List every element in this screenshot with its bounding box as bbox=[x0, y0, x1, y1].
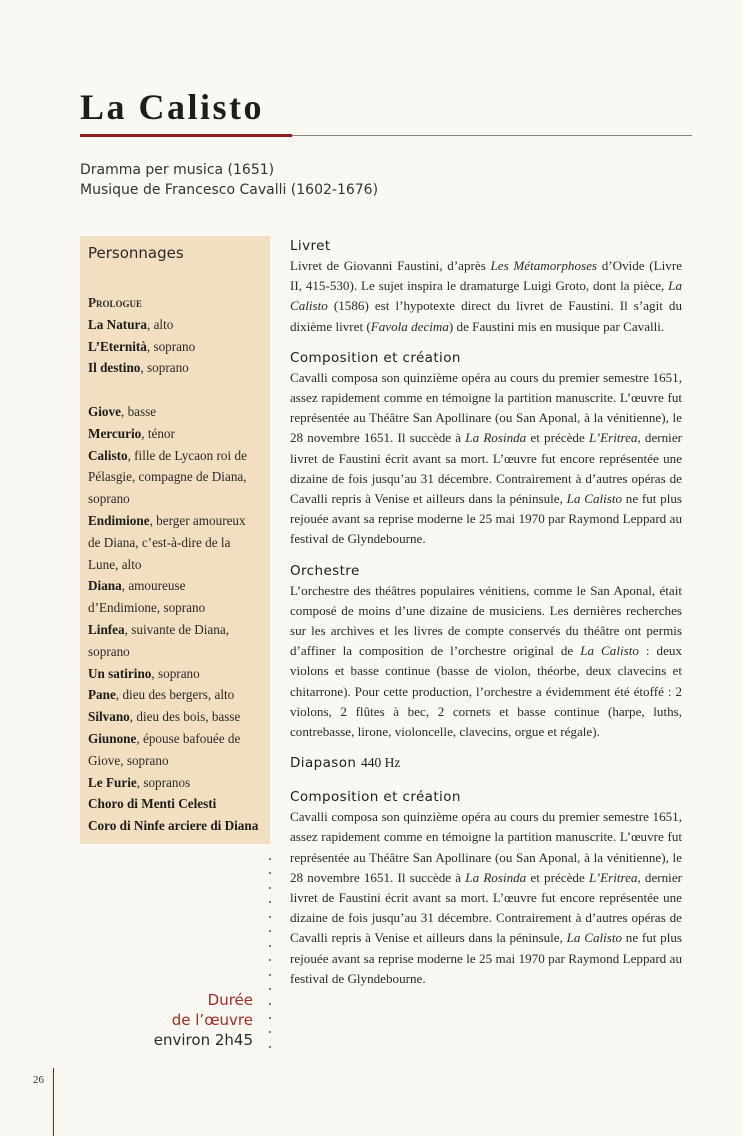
cast-item bbox=[88, 532, 270, 554]
character-name: Choro di Menti Celesti bbox=[88, 796, 217, 812]
cast-item bbox=[88, 706, 270, 728]
section-composition-1 bbox=[290, 348, 682, 550]
character-description: , dieu des bergers, alto bbox=[115, 687, 235, 703]
character-name: Giunone bbox=[88, 730, 137, 746]
diapason-value: 440 Hz bbox=[361, 755, 401, 771]
dot bbox=[269, 1031, 271, 1033]
character-description: soprano bbox=[88, 491, 130, 507]
margin-rule bbox=[53, 1068, 54, 1136]
cast-item bbox=[88, 554, 270, 576]
character-description: Lune, alto bbox=[88, 556, 142, 572]
dot bbox=[269, 1046, 271, 1048]
duration-label-2: de l’œuvre bbox=[171, 1011, 253, 1029]
page-title: La Calisto bbox=[80, 87, 265, 127]
dot bbox=[269, 930, 271, 932]
character-description: , berger amoureux bbox=[149, 512, 246, 528]
page-number: 26 bbox=[33, 1074, 44, 1086]
character-name: Il destino bbox=[88, 360, 141, 376]
character-description: , soprano bbox=[146, 338, 196, 354]
dot bbox=[269, 959, 271, 961]
cast-item bbox=[88, 684, 270, 706]
cast-item bbox=[88, 597, 270, 619]
section-livret bbox=[290, 236, 682, 337]
cast-item bbox=[88, 619, 270, 641]
character-description: , soprano bbox=[140, 360, 189, 376]
cast-item bbox=[88, 336, 270, 358]
subtitle bbox=[80, 160, 378, 200]
dot bbox=[269, 1017, 271, 1019]
character-description: , épouse bafouée de bbox=[136, 730, 241, 746]
cast-item bbox=[88, 793, 270, 815]
main-column bbox=[290, 236, 682, 1000]
cast-sidebar bbox=[80, 236, 270, 844]
duration-label-1: Durée bbox=[207, 991, 253, 1009]
dot bbox=[269, 858, 271, 860]
character-description: , fille de Lycaon roi de bbox=[127, 447, 247, 463]
character-list bbox=[88, 401, 270, 837]
title-accent-rule bbox=[80, 134, 292, 137]
cast-item bbox=[88, 466, 270, 488]
character-name: Linfea bbox=[88, 621, 125, 637]
character-name: Le Furie bbox=[88, 774, 137, 790]
section-diapason bbox=[290, 753, 682, 773]
composition-1-heading: Composition et création bbox=[290, 349, 461, 366]
subtitle-composer: Musique de Francesco Cavalli (1602-1676) bbox=[80, 182, 379, 198]
cast-item bbox=[88, 314, 270, 336]
character-name: Mercurio bbox=[88, 425, 142, 441]
duration-block bbox=[154, 990, 253, 1050]
section-orchestre bbox=[290, 561, 682, 743]
character-name: Un satirino bbox=[88, 665, 152, 681]
composition-2-heading: Composition et création bbox=[290, 789, 461, 806]
character-description: , soprano bbox=[151, 665, 200, 681]
character-name: La Natura bbox=[88, 316, 147, 332]
title-divider bbox=[292, 135, 692, 136]
cast-item bbox=[88, 401, 270, 423]
character-name: Endimione bbox=[88, 512, 150, 528]
dot bbox=[269, 901, 271, 903]
cast-item bbox=[88, 357, 270, 379]
dot bbox=[269, 872, 271, 874]
cast-item bbox=[88, 488, 270, 510]
cast-item bbox=[88, 815, 270, 837]
cast-item bbox=[88, 445, 270, 467]
character-description: , suivante de Diana, bbox=[124, 621, 230, 637]
livret-text: Livret de Giovanni Faustini, d’après Les Métamorphoses d’Ovide (Livre II, 415-530). Le sujet inspira le dramaturge Luigi Groto, dont la pièce, La Calisto (1586) est l’hypotexte direct du livret de Faustini. Il s’agit du dixième livret (Favola decima) de Faustini mis en musique par Cavalli. bbox=[290, 258, 683, 334]
character-name: Coro di Ninfe arciere di Diana bbox=[88, 818, 259, 834]
cast-item bbox=[88, 728, 270, 750]
subtitle-genre: Dramma per musica (1651) bbox=[80, 162, 275, 178]
character-description: soprano bbox=[88, 643, 130, 659]
dot bbox=[269, 945, 271, 947]
character-name: Silvano bbox=[88, 709, 130, 725]
character-description: , ténor bbox=[141, 425, 175, 441]
character-name: Pane bbox=[88, 687, 116, 703]
cast-item bbox=[88, 575, 270, 597]
character-description: , basse bbox=[120, 403, 157, 419]
cast-item bbox=[88, 750, 270, 772]
dot bbox=[269, 1003, 271, 1005]
character-name: L’Eternità bbox=[88, 338, 147, 354]
livret-heading: Livret bbox=[290, 238, 331, 254]
duration-value: environ 2h45 bbox=[153, 1031, 253, 1049]
dotted-separator bbox=[268, 858, 272, 1048]
character-name: Calisto bbox=[88, 447, 128, 463]
diapason-heading bbox=[290, 753, 682, 773]
cast-heading: Personnages bbox=[88, 244, 184, 262]
character-description: , amoureuse bbox=[121, 578, 186, 594]
orchestre-heading: Orchestre bbox=[290, 562, 360, 579]
prologue-list bbox=[88, 314, 270, 379]
dot bbox=[269, 916, 271, 918]
character-description: Pélasgie, compagne de Diana, bbox=[88, 469, 247, 485]
orchestre-text: L’orchestre des théâtres populaires vénitiens, comme le San Aponal, était composé de moins d’une dizaine de musiciens. Les dernières recherches sur les archives et les livres de compte conservés du théâtre ont permis d’affiner la composition de l’orchestre original de La Calisto : deux violons et basse continue (basse de violon, théorbe, deux clavecins et chitarrone). Pour cette production, l’orchestre a évidemment été étoffé : 2 violons, 2 flûtes à bec, 2 cornets et basse continue (harpe, luths, contrebasse, lirone, violoncelle, clavecins, orgue et régale). bbox=[290, 582, 682, 740]
section-composition-2 bbox=[290, 787, 682, 989]
character-description: , alto bbox=[146, 316, 174, 332]
dot bbox=[269, 988, 271, 990]
cast-item bbox=[88, 641, 270, 663]
character-description: Giove, soprano bbox=[88, 752, 169, 768]
cast-item bbox=[88, 510, 270, 532]
character-description: , dieu des bois, basse bbox=[129, 709, 241, 725]
character-name: Diana bbox=[88, 578, 122, 594]
diapason-label: Diapason bbox=[290, 755, 357, 772]
composition-1-text: Cavalli composa son quinzième opéra au cours du premier semestre 1651, assez rapidement comme en témoigne la partition manuscrite. L’œuvre fut représentée au Théâtre San Apollinare (ou San Aponal, à la vénitienne), le 28 novembre 1651. Il succède à La Rosinda et précède L’Eritrea, dernier livret de Faustini écrit avant sa mort. L’œuvre fut encore représentée une dizaine de fois jusqu’au 31 décembre. Contrairement à d’autres opéras de Cavalli repris à Venise et ailleurs dans la péninsule, La Calisto ne fut plus rejouée avant sa reprise moderne le 25 mai 1970 par Raymond Leppard au festival de Glyndebourne. bbox=[290, 369, 682, 547]
character-description: d’Endimione, soprano bbox=[88, 600, 206, 616]
cast-item bbox=[88, 663, 270, 685]
character-description: , sopranos bbox=[136, 774, 191, 790]
cast-item bbox=[88, 423, 270, 445]
composition-2-text: Cavalli composa son quinzième opéra au cours du premier semestre 1651, assez rapidement comme en témoigne la partition manuscrite. L’œuvre fut représentée au Théâtre San Apollinare (ou San Aponal, à la vénitienne), le 28 novembre 1651. Il succède à La Rosinda et précède L’Eritrea, dernier livret de Faustini écrit avant sa mort. L’œuvre fut encore représentée une dizaine de fois jusqu’au 31 décembre. Contrairement à d’autres opéras de Cavalli repris à Venise et ailleurs dans la péninsule, La Calisto ne fut plus rejouée avant sa reprise moderne le 25 mai 1970 par Raymond Leppard au festival de Glyndebourne. bbox=[290, 809, 682, 986]
dot bbox=[269, 887, 271, 889]
character-name: Giove bbox=[88, 403, 121, 419]
cast-spacer bbox=[88, 379, 270, 401]
character-description: de Diana, c’est-à-dire de la bbox=[88, 534, 231, 550]
dot bbox=[269, 974, 271, 976]
prologue-label: Prologue bbox=[88, 295, 143, 310]
cast-item bbox=[88, 772, 270, 794]
cast-list bbox=[88, 292, 270, 837]
